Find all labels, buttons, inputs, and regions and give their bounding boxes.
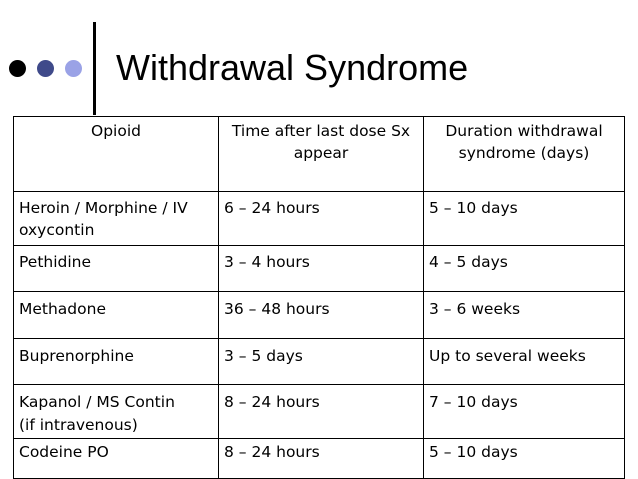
table-row (14, 292, 625, 339)
title-divider (93, 22, 96, 115)
slide-bullets (9, 58, 89, 80)
header-duration: Duration withdrawal syndrome (days) (424, 117, 625, 192)
cell-opioid-name: Kapanol / MS Contin (19, 393, 175, 411)
cell-duration: 7 – 10 days (424, 385, 625, 439)
table-row (14, 439, 625, 479)
withdrawal-table (13, 116, 625, 479)
cell-duration: Up to several weeks (424, 339, 625, 385)
table-header-row (14, 117, 625, 192)
cell-onset: 36 – 48 hours (219, 292, 424, 339)
cell-duration: 3 – 6 weeks (424, 292, 625, 339)
cell-opioid: Methadone (14, 292, 219, 339)
header-time-after-dose: Time after last dose Sx appear (219, 117, 424, 192)
cell-onset: 6 – 24 hours (219, 192, 424, 246)
table-row (14, 246, 625, 292)
cell-onset: 3 – 5 days (219, 339, 424, 385)
table-row (14, 192, 625, 246)
cell-onset: 3 – 4 hours (219, 246, 424, 292)
bullet-dot-1 (9, 60, 26, 77)
cell-duration: 5 – 10 days (424, 439, 625, 479)
cell-opioid: Buprenorphine (14, 339, 219, 385)
page-title: Withdrawal Syndrome (116, 47, 469, 88)
cell-duration: 5 – 10 days (424, 192, 625, 246)
bullet-dot-2 (37, 60, 54, 77)
cell-opioid: Pethidine (14, 246, 219, 292)
header-opioid: Opioid (14, 117, 219, 192)
cell-onset: 8 – 24 hours (219, 385, 424, 439)
cell-onset: 8 – 24 hours (219, 439, 424, 479)
table-row (14, 385, 625, 439)
table-row (14, 339, 625, 385)
cell-opioid (14, 385, 219, 439)
cell-opioid: Codeine PO (14, 439, 219, 479)
bullet-dot-3 (65, 60, 82, 77)
cell-duration: 4 – 5 days (424, 246, 625, 292)
cell-opioid: Heroin / Morphine / IV oxycontin (14, 192, 219, 246)
cell-opioid-note: (if intravenous) (19, 416, 138, 434)
